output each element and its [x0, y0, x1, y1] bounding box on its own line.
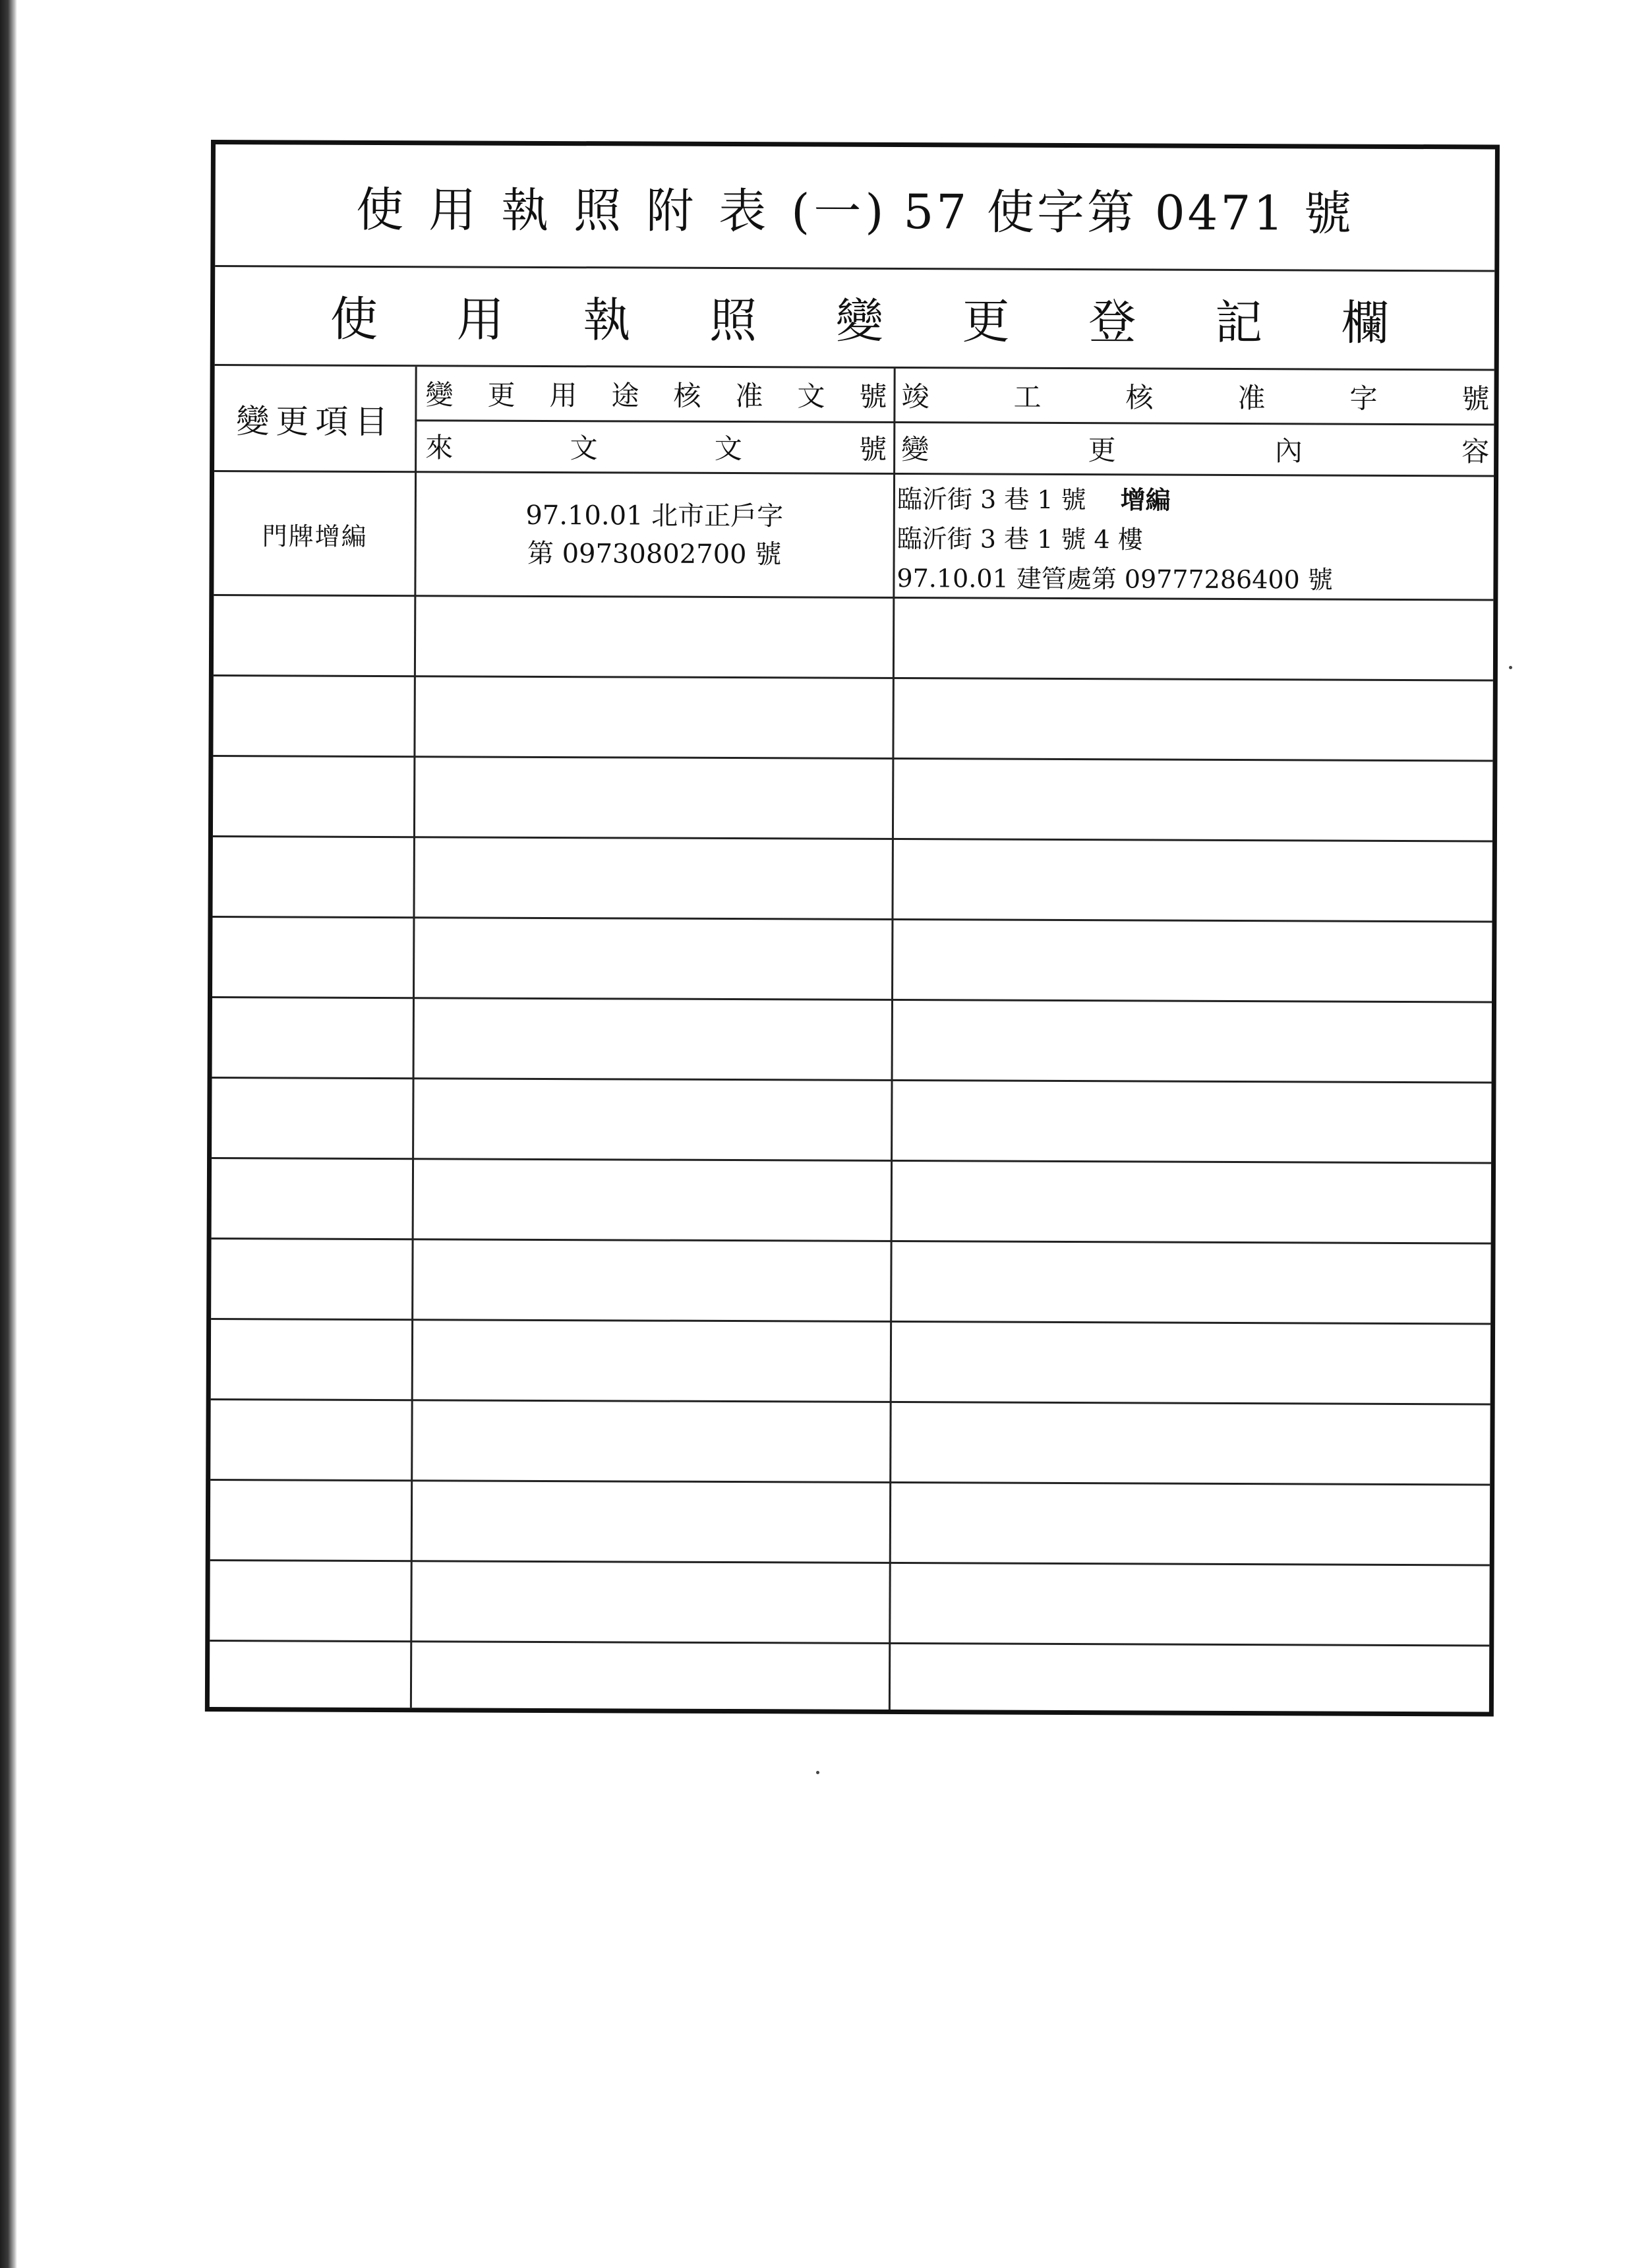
subtitle-char: 使 [330, 291, 378, 347]
header-char: 變 [901, 433, 929, 466]
subtitle-char: 用 [456, 291, 504, 347]
header-char: 文 [797, 380, 825, 413]
entry-change-content [897, 479, 1490, 600]
subtitle-char: 照 [709, 292, 757, 349]
subtitle-char: 執 [583, 292, 631, 348]
entry-content-line: 97.10.01 建管處第 09777286400 號 [897, 564, 1333, 595]
entry-document-number [415, 472, 893, 598]
header-char: 字 [1349, 382, 1378, 415]
entry-change-item: 門牌增編 [262, 521, 368, 551]
title-paren: (一) [791, 183, 888, 239]
form-subtitle [215, 265, 1495, 371]
header-char: 來 [425, 431, 454, 464]
row-line [212, 1157, 1491, 1164]
header-char: 准 [1237, 381, 1266, 415]
header-char: 內 [1274, 434, 1303, 467]
entry-doc-line: 第 09730802700 號 [527, 538, 782, 570]
row-line [212, 916, 1492, 922]
form-title [215, 144, 1495, 272]
header-incoming-doc-number [425, 421, 887, 473]
row-line [213, 755, 1492, 761]
row-line [210, 1640, 1489, 1646]
header-char: 核 [1125, 381, 1154, 414]
header-char: 文 [570, 432, 598, 465]
usage-license-form [205, 140, 1500, 1716]
header-char: 號 [1461, 382, 1490, 415]
header-char: 更 [1088, 434, 1116, 467]
header-char: 途 [611, 379, 639, 412]
header-char: 變 [425, 378, 454, 411]
header-char: 文 [714, 432, 742, 465]
scan-edge-shadow [0, 0, 17, 2268]
header-char: 號 [859, 433, 887, 465]
header-char: 准 [735, 380, 763, 413]
header-char: 竣 [901, 380, 929, 413]
title-main: 使用執照附表 [356, 181, 792, 239]
row-line [211, 1318, 1490, 1325]
header-char: 核 [673, 379, 701, 412]
header-char: 號 [859, 380, 887, 413]
row-line [214, 674, 1493, 681]
row-line [210, 1559, 1490, 1566]
header-char: 更 [487, 378, 516, 411]
subtitle-char: 變 [835, 293, 884, 349]
row-line [210, 1479, 1490, 1485]
row-line [212, 1238, 1491, 1244]
license-number: 57 使字第 0471 號 [903, 183, 1355, 241]
header-change-item: 變更項目 [236, 402, 395, 442]
entry-doc-line: 97.10.01 北市正戶字 [525, 500, 784, 532]
entry-address: 臨沂街 3 巷 1 號 [897, 485, 1086, 515]
header-char: 用 [549, 378, 577, 412]
subtitle-char: 登 [1088, 294, 1136, 350]
scan-speck [1509, 666, 1512, 669]
row-line [212, 1077, 1492, 1083]
change-register-table [210, 366, 1494, 1712]
header-completion-approval-number [901, 369, 1489, 423]
header-change-content [901, 423, 1489, 475]
header-char: 容 [1461, 435, 1490, 468]
row-line [213, 835, 1492, 842]
subtitle-char: 欄 [1341, 295, 1389, 351]
entry-content-line [897, 479, 1490, 521]
scan-speck [816, 1771, 819, 1774]
row-line [211, 1398, 1490, 1405]
subtitle-char: 更 [962, 293, 1010, 349]
row-line [212, 996, 1492, 1003]
header-char: 工 [1013, 380, 1042, 413]
header-approval-doc-number [425, 367, 887, 421]
entry-content-line: 臨沂街 3 巷 1 號 4 樓 [897, 524, 1143, 554]
subtitle-char: 記 [1214, 294, 1263, 351]
entry-address-suffix: 增編 [1120, 485, 1171, 515]
